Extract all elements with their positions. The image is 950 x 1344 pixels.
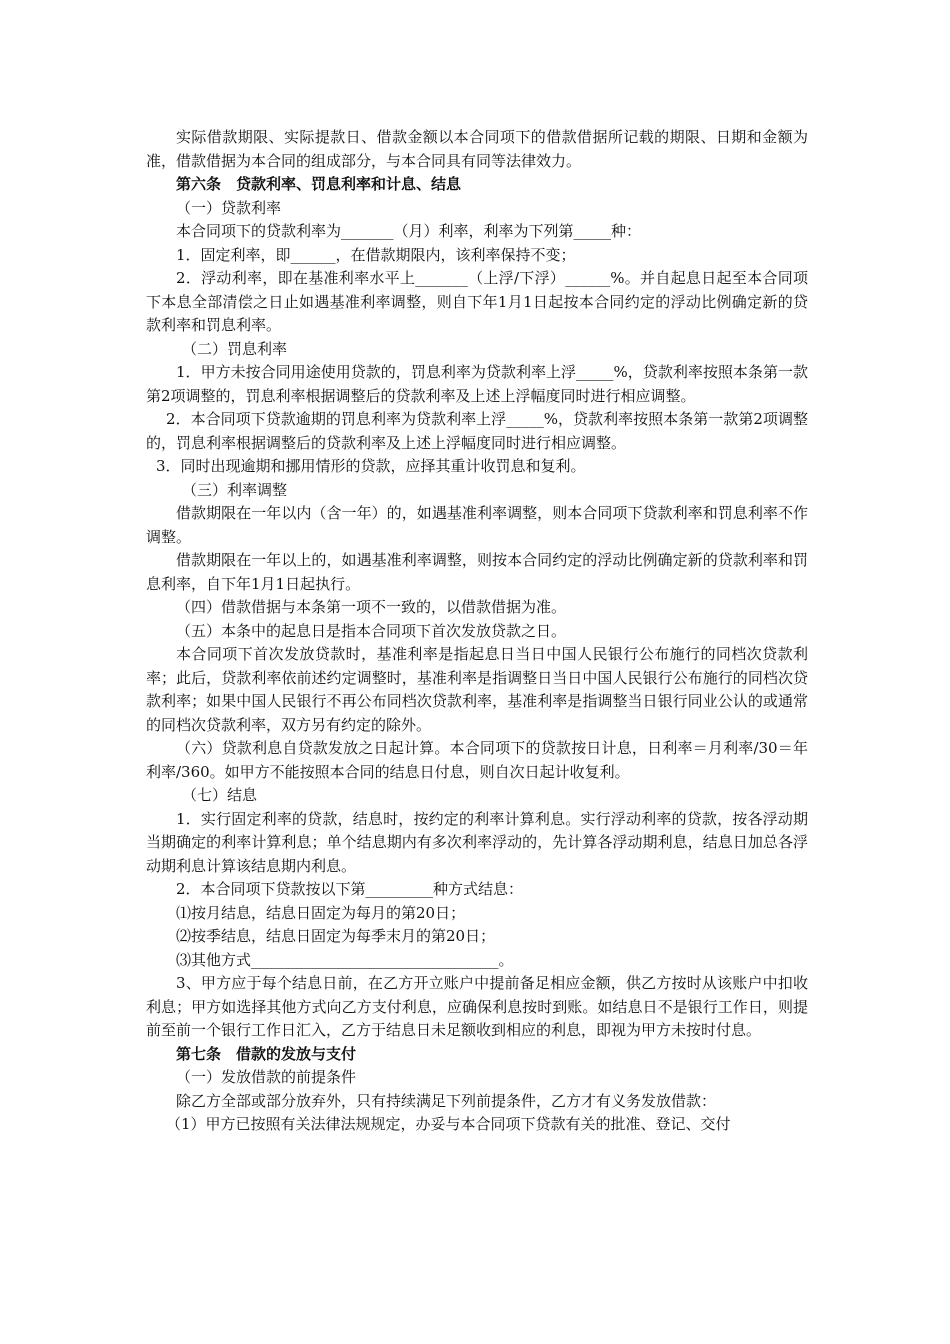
- article-heading: 第六条 贷款利率、罚息利率和计息、结息: [176, 175, 462, 193]
- article-heading: 第七条 借款的发放与支付: [176, 1044, 357, 1063]
- paragraph: 1．固定利率，即______，在借款期限内，该利率保持不变；: [176, 245, 576, 264]
- paragraph: （一）发放借款的前提条件: [176, 1068, 357, 1086]
- paragraph: ⑶其他方式_________________________________。: [176, 950, 514, 969]
- paragraph: 1．实行固定利率的贷款，结息时，按约定的利率计算利息。实行浮动利率的贷款，按各浮动期当期确定的利率计算利息；单个结息期内有多次利率浮动的，先计算各浮动期利息，结息日加总各浮动期利息计算该结息期内利息。: [146, 809, 808, 875]
- paragraph: ⑵按季结息，结息日固定为每季末月的第20日；: [176, 927, 496, 945]
- paragraph: 借款期限在一年以上的，如遇基准利率调整，则按本合同约定的浮动比例确定新的贷款利率和罚息利率，自下年1月1日起执行。: [146, 551, 808, 593]
- paragraph: 3．同时出现逾期和挪用情形的贷款，应择其重计收罚息和复利。: [156, 457, 586, 475]
- paragraph: 本合同项下的贷款利率为_______（月）利率，利率为下列第_____种：: [176, 222, 642, 240]
- paragraph: （六）贷款利息自贷款发放之日起计算。本合同项下的贷款按日计息，日利率＝月利率/30＝年利率/360。如甲方不能按照本合同的结息日付息，则自次日起计收复利。: [146, 739, 808, 781]
- paragraph: 1．甲方未按合同用途使用贷款的，罚息利率为贷款利率上浮_____%，贷款利率按照本条第一款第2项调整的，罚息利率根据调整后的贷款利率及上述上浮幅度同时进行相应调整。: [146, 363, 808, 405]
- paragraph: （七）结息: [182, 786, 258, 804]
- paragraph: 本合同项下首次发放贷款时，基准利率是指起息日当日中国人民银行公布施行的同档次贷款利率；此后，贷款利率依前述约定调整时，基准利率是指调整日当日中国人民银行公布施行的同档次贷款利率；如果中国人民银行不再公布同档次贷款利率，基准利率是指调整当日银行同业公认的或通常的同档次贷款利率，双方另有约定的除外。: [146, 645, 808, 734]
- paragraph: 3、甲方应于每个结息日前，在乙方开立账户中提前备足相应金额，供乙方按时从该账户中扣收利息；甲方如选择其他方式向乙方支付利息，应确保利息按时到账。如结息日不是银行工作日，则提前至前一个银行工作日汇入，乙方于结息日未足额收到相应的利息，即视为甲方未按时付息。: [146, 974, 808, 1039]
- paragraph: 2．本合同项下贷款按以下第_________种方式结息：: [176, 880, 524, 898]
- paragraph: 借款期限在一年以内（含一年）的，如遇基准利率调整，则本合同项下贷款利率和罚息利率不作调整。: [146, 504, 808, 546]
- paragraph: （一）贷款利率: [176, 198, 282, 217]
- paragraph: （四）借款借据与本条第一项不一致的，以借款借据为准。: [176, 598, 567, 616]
- paragraph: 2．浮动利率，即在基准利率水平上_______（上浮/下浮）______%。并自起息日起至本合同项下本息全部清偿之日止如遇基准利率调整，则自下年1月1日起按本合同约定的浮动比例确定新的贷款利率和罚息利率。: [146, 269, 808, 334]
- paragraph: 除乙方全部或部分放弃外，只有持续满足下列前提条件，乙方才有义务发放借款：: [176, 1091, 717, 1110]
- paragraph: （三）利率调整: [182, 480, 288, 499]
- paragraph: 实际借款期限、实际提款日、借款金额以本合同项下的借款借据所记载的期限、日期和金额为准，借款借据为本合同的组成部分，与本合同具有同等法律效力。: [146, 128, 808, 170]
- paragraph: 2．本合同项下贷款逾期的罚息利率为贷款利率上浮_____%，贷款利率按照本条第一款第2项调整的，罚息利率根据调整后的贷款利率及上述上浮幅度同时进行相应调整。: [146, 410, 808, 452]
- document-body: [146, 126, 808, 1137]
- paragraph: （二）罚息利率: [182, 339, 288, 358]
- paragraph: （1）甲方已按照有关法律法规规定，办妥与本合同项下贷款有关的批准、登记、交付: [166, 1115, 731, 1133]
- paragraph: ⑴按月结息，结息日固定为每月的第20日；: [176, 903, 466, 922]
- paragraph: （五）本条中的起息日是指本合同项下首次发放贷款之日。: [176, 621, 567, 640]
